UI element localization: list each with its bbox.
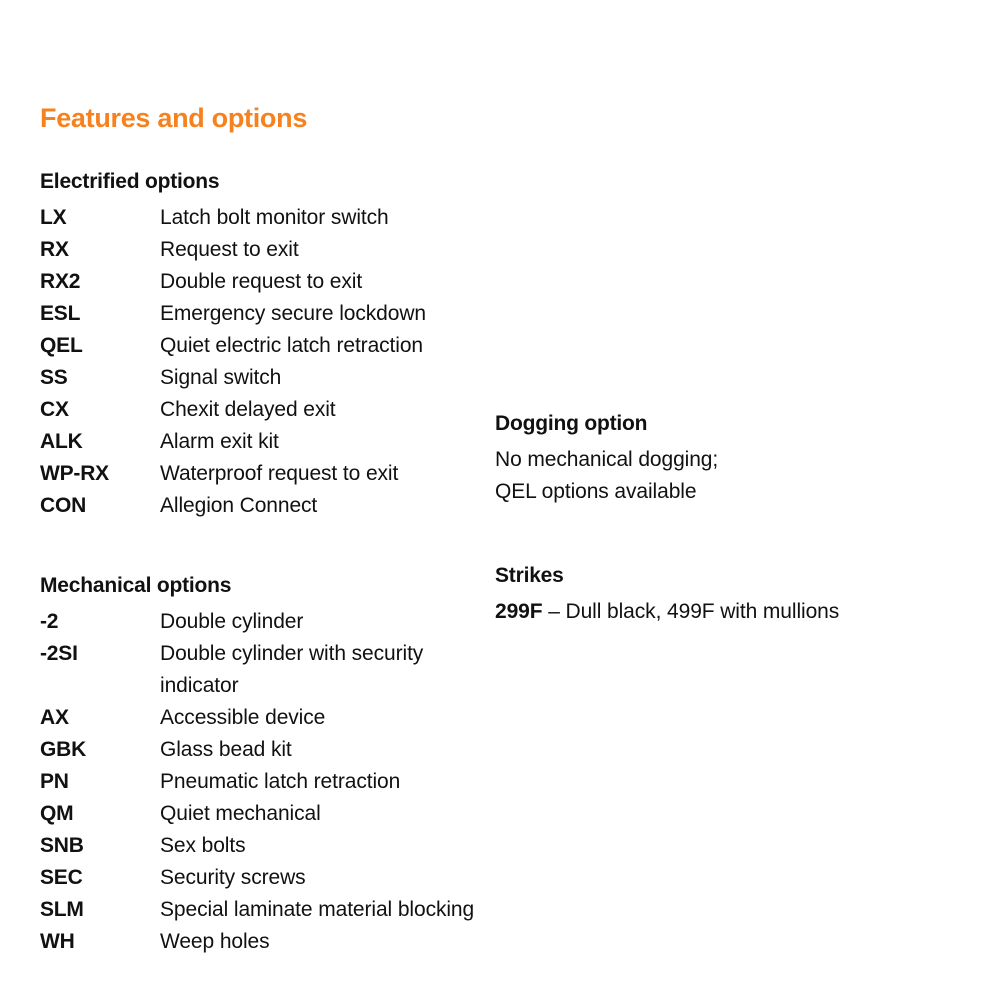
- option-code: CON: [40, 494, 87, 517]
- option-code: PN: [40, 770, 69, 793]
- option-description: Emergency secure lockdown: [160, 302, 426, 325]
- list-item: [40, 298, 490, 330]
- option-description: Weep holes: [160, 930, 270, 953]
- page-title: Features and options: [40, 103, 308, 133]
- option-description: Double request to exit: [160, 270, 363, 293]
- list-item: [40, 458, 490, 490]
- strike-detail: – Dull black, 499F with mullions: [548, 600, 840, 623]
- list-item: [40, 830, 490, 862]
- option-description: Allegion Connect: [160, 494, 318, 517]
- option-description: Glass bead kit: [160, 738, 292, 761]
- mechanical-options-list: [40, 606, 490, 958]
- option-description: Pneumatic latch retraction: [160, 770, 401, 793]
- option-code: QEL: [40, 334, 83, 357]
- strikes-heading: Strikes: [495, 564, 564, 587]
- list-item: [40, 702, 490, 734]
- list-item: [40, 766, 490, 798]
- right-column: [495, 412, 965, 628]
- electrified-options-heading: Electrified options: [40, 170, 220, 193]
- option-description: Sex bolts: [160, 834, 246, 857]
- list-item: [40, 266, 490, 298]
- list-item: [40, 894, 490, 926]
- option-code: SNB: [40, 834, 84, 857]
- list-item: [40, 362, 490, 394]
- option-code: -2SI: [40, 642, 78, 665]
- option-description: Double cylinder with security indicator: [160, 642, 424, 697]
- list-item: [40, 426, 490, 458]
- list-item: [40, 734, 490, 766]
- strike-model: 299F: [495, 600, 543, 623]
- option-description: Request to exit: [160, 238, 299, 261]
- option-description: Security screws: [160, 866, 306, 889]
- option-description: Quiet electric latch retraction: [160, 334, 424, 357]
- option-description: Chexit delayed exit: [160, 398, 336, 421]
- list-item: [40, 638, 490, 702]
- dogging-option-line-2: QEL options available: [495, 480, 697, 503]
- option-code: AX: [40, 706, 69, 729]
- option-code: ALK: [40, 430, 83, 453]
- option-description: Double cylinder: [160, 610, 304, 633]
- dogging-option-heading: Dogging option: [495, 412, 648, 435]
- list-item: [40, 394, 490, 426]
- option-code: GBK: [40, 738, 87, 761]
- option-description: Signal switch: [160, 366, 282, 389]
- list-item: [40, 606, 490, 638]
- option-code: QM: [40, 802, 74, 825]
- strikes-line: [495, 596, 965, 628]
- option-description: Accessible device: [160, 706, 326, 729]
- list-item: [40, 926, 490, 958]
- electrified-options-list: [40, 202, 490, 522]
- column-spacer: [40, 522, 490, 574]
- option-code: -2: [40, 610, 59, 633]
- mechanical-options-heading: Mechanical options: [40, 574, 232, 597]
- option-code: RX2: [40, 270, 81, 293]
- strikes-block: [495, 564, 965, 628]
- option-code: SEC: [40, 866, 83, 889]
- option-description: Waterproof request to exit: [160, 462, 399, 485]
- list-item: [40, 798, 490, 830]
- list-item: [40, 234, 490, 266]
- option-description: Alarm exit kit: [160, 430, 279, 453]
- dogging-option-line-1: No mechanical dogging;: [495, 448, 719, 471]
- option-code: CX: [40, 398, 69, 421]
- left-column: [40, 170, 490, 958]
- option-code: LX: [40, 206, 67, 229]
- list-item: [40, 490, 490, 522]
- option-description: Quiet mechanical: [160, 802, 321, 825]
- option-description: Latch bolt monitor switch: [160, 206, 389, 229]
- list-item: [40, 862, 490, 894]
- option-code: WP-RX: [40, 462, 109, 485]
- list-item: [40, 330, 490, 362]
- option-code: WH: [40, 930, 75, 953]
- option-code: RX: [40, 238, 69, 261]
- option-code: SS: [40, 366, 68, 389]
- option-code: SLM: [40, 898, 84, 921]
- option-code: ESL: [40, 302, 81, 325]
- list-item: [40, 202, 490, 234]
- option-description: Special laminate material blocking: [160, 898, 475, 921]
